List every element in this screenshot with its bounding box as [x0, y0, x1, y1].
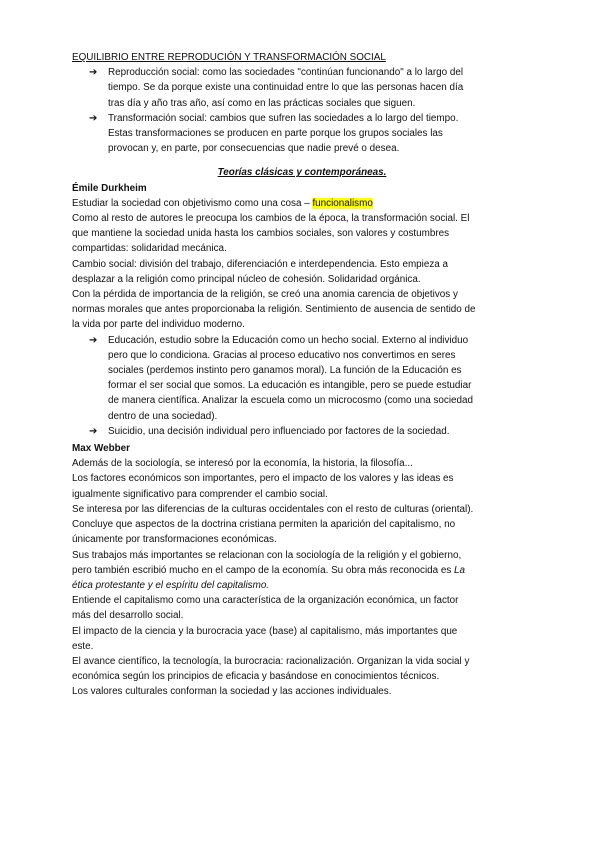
- text-line: de manera científica. Analizar la escuela como un microcosmo (como una sociedad: [108, 395, 474, 407]
- text-line: compartidas: solidaridad mecánica.: [72, 243, 227, 255]
- text-line: Concluye que aspectos de la doctrina cristiana permiten la aparición del capitalismo, no: [72, 519, 456, 531]
- heading-weber: Max Webber: [72, 443, 130, 455]
- text-line: Sus trabajos más importantes se relacionan con la sociología de la religión y el gobierno,: [72, 549, 462, 561]
- text-line: la vida por parte del individuo moderno.: [72, 319, 245, 331]
- arrow-right-icon: ➔: [89, 425, 98, 437]
- text-line: Se interesa por las diferencias de la culturas occidentales con el resto de culturas (oriental).: [72, 503, 474, 515]
- text-line: Entiende el capitalismo como una característica de la organización económica, un factor: [72, 595, 459, 607]
- text-line: pero que lo condiciona. Gracias al proceso educativo nos convertimos en seres: [108, 349, 456, 361]
- text-line: Los factores económicos son importantes, pero el impacto de los valores y las ideas es: [72, 473, 454, 485]
- text-line: normas morales que antes proporcionaba la religión. Sentimiento de ausencia de sentido de: [72, 304, 476, 316]
- arrow-right-icon: ➔: [89, 67, 98, 79]
- text-line: Los valores culturales conforman la sociedad y las acciones individuales.: [72, 686, 392, 698]
- text-line: El avance científico, la tecnología, la burocracia: racionalización. Organizan la vida social y: [72, 655, 470, 667]
- arrow-right-icon: ➔: [89, 334, 98, 346]
- heading-durkheim: Émile Durkheim: [72, 182, 147, 194]
- text-line: tiempo. Se da porque existe una continuidad entre lo que las personas hacen día: [108, 82, 464, 94]
- bullet-reproduccion: [72, 65, 532, 111]
- text-line: Suicidio, una decisión individual pero influenciado por factores de la sociedad.: [108, 425, 450, 437]
- text-line: Cambio social: división del trabajo, diferenciación e interdependencia. Esto empieza a: [72, 258, 449, 270]
- text-line: Como al resto de autores le preocupa los cambios de la época, la transformación social. El: [72, 213, 470, 225]
- highlight-funcionalismo: funcionalismo: [312, 197, 373, 209]
- text-line: formar el ser social que somos. La educación es intangible, pero se puede estudiar: [108, 380, 472, 392]
- durkheim-intro: [72, 196, 532, 211]
- text-line: [72, 563, 532, 578]
- bullet-educacion: [72, 333, 532, 424]
- bullet-suicidio: [72, 424, 532, 439]
- text-line: este.: [72, 640, 94, 652]
- section-title-equilibrio: EQUILIBRIO ENTRE REPRODUCIÓN Y TRANSFORMACIÓN SOCIAL: [72, 52, 386, 63]
- text-line: Con la pérdida de importancia de la religión, se creó una anomia carencia de objetivos y: [72, 289, 458, 301]
- text-line: Reproducción social: como las sociedades "continúan funcionando" a lo largo del: [108, 67, 464, 79]
- text-line: sociales (perdemos instinto pero ganamos moral). La función de la Educación es: [108, 365, 462, 377]
- text-line: desplazar a la religión como principal núcleo de cohesión. Solidaridad orgánica.: [72, 273, 421, 285]
- book-title-italic: ética protestante y el espíritu del capitalismo.: [72, 579, 270, 591]
- text-line: que mantiene la sociedad unida hasta los cambios sociales, son valores y costumbres: [72, 228, 450, 240]
- text-line: tras día y año tras año, así como en las prácticas sociales que siguen.: [108, 97, 416, 109]
- text-line: El impacto de la ciencia y la burocracia yace (base) al capitalismo, más importantes que: [72, 625, 458, 637]
- text-line: económica según los principios de eficacia y basándose en conocimientos técnicos.: [72, 671, 440, 683]
- section-title-teorias: Teorías clásicas y contemporáneas.: [217, 167, 387, 179]
- text-line: dentro de una sociedad).: [108, 410, 218, 422]
- text-line: Educación, estudio sobre la Educación como un hecho social. Externo al individuo: [108, 334, 469, 346]
- text-line: provocan y, en parte, por consecuencias que nadie prevé o desea.: [108, 143, 400, 155]
- text-line: Además de la sociología, se interesó por la economía, la historia, la filosofía...: [72, 458, 413, 470]
- text-line: Estas transformaciones se producen en parte porque los grupos sociales las: [108, 128, 443, 140]
- book-title-italic: La: [454, 564, 466, 576]
- text-line: [72, 578, 532, 593]
- text-segment: pero también escribió mucho en el campo de la economía. Su obra más reconocida es: [72, 564, 455, 576]
- arrow-right-icon: ➔: [89, 112, 98, 124]
- text-line: igualmente significativo para comprender el cambio social.: [72, 488, 328, 500]
- text-line: Transformación social: cambios que sufren las sociedades a lo largo del tiempo.: [108, 112, 459, 124]
- bullet-transformacion: [72, 111, 532, 157]
- document-page: [72, 50, 532, 700]
- text-line: más del desarrollo social.: [72, 610, 184, 622]
- text-line: únicamente por transformaciones económicas.: [72, 534, 277, 546]
- intro-text: Estudiar la sociedad con objetivismo como una cosa –: [72, 197, 313, 209]
